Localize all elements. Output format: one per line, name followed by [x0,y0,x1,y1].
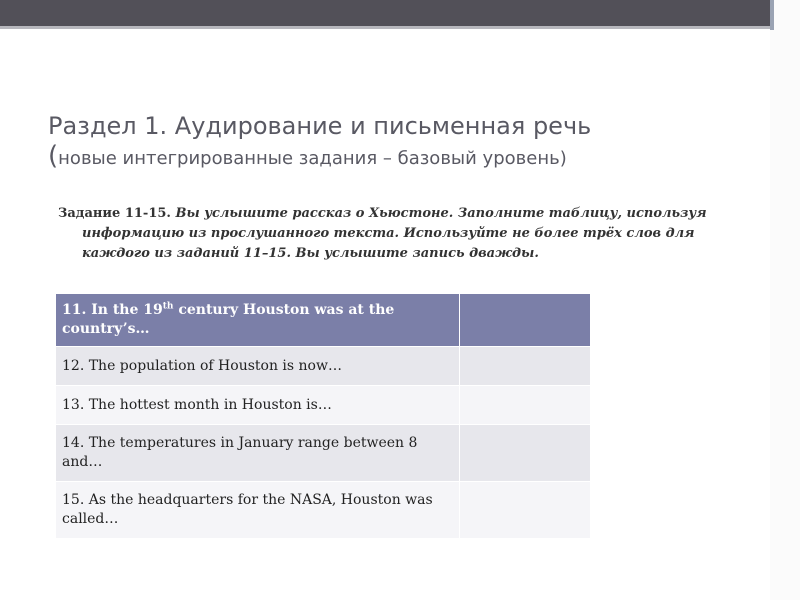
answer-cell[interactable] [460,482,591,539]
task-body: Вы услышите рассказ о Хьюстоне. Заполните таблицу, используя информацию из прослушанного текста. Используйте не более трёх слов для каждого из заданий 11–15. Вы услышите запись дважды. [82,206,707,261]
slide-title [48,110,758,173]
answer-cell[interactable] [460,425,591,482]
top-decorative-bar [0,0,800,26]
question-text-start: 11. In the 19 [62,302,163,318]
table-row [56,425,591,482]
top-accent-line [0,26,800,29]
table-row [56,294,591,347]
answer-cell[interactable] [460,386,591,425]
right-margin-strip [770,0,800,600]
question-cell: 12. The population of Houston is now… [56,347,460,386]
table-row [56,386,591,425]
task-label: Задание 11-15. [58,206,171,221]
answer-cell[interactable] [460,294,591,347]
task-table [55,293,591,539]
answer-cell[interactable] [460,347,591,386]
title-subtitle: новые интегрированные задания – базовый уровень) [58,148,567,169]
title-open-paren: ( [48,141,59,171]
question-cell: 14. The temperatures in January range between 8 and… [56,425,460,482]
question-cell: 15. As the headquarters for the NASA, Houston was called… [56,482,460,539]
corner-mark [770,0,774,30]
table-row [56,347,591,386]
title-line-1: Раздел 1. Аудирование и письменная речь [48,112,592,140]
question-text-end: century Houston was at the country’s… [62,302,395,337]
question-cell: 13. The hottest month in Houston is… [56,386,460,425]
question-cell [56,294,460,347]
task-instructions [58,204,748,264]
table-row [56,482,591,539]
title-line-2 [48,142,758,173]
ordinal-suffix: th [162,301,174,312]
